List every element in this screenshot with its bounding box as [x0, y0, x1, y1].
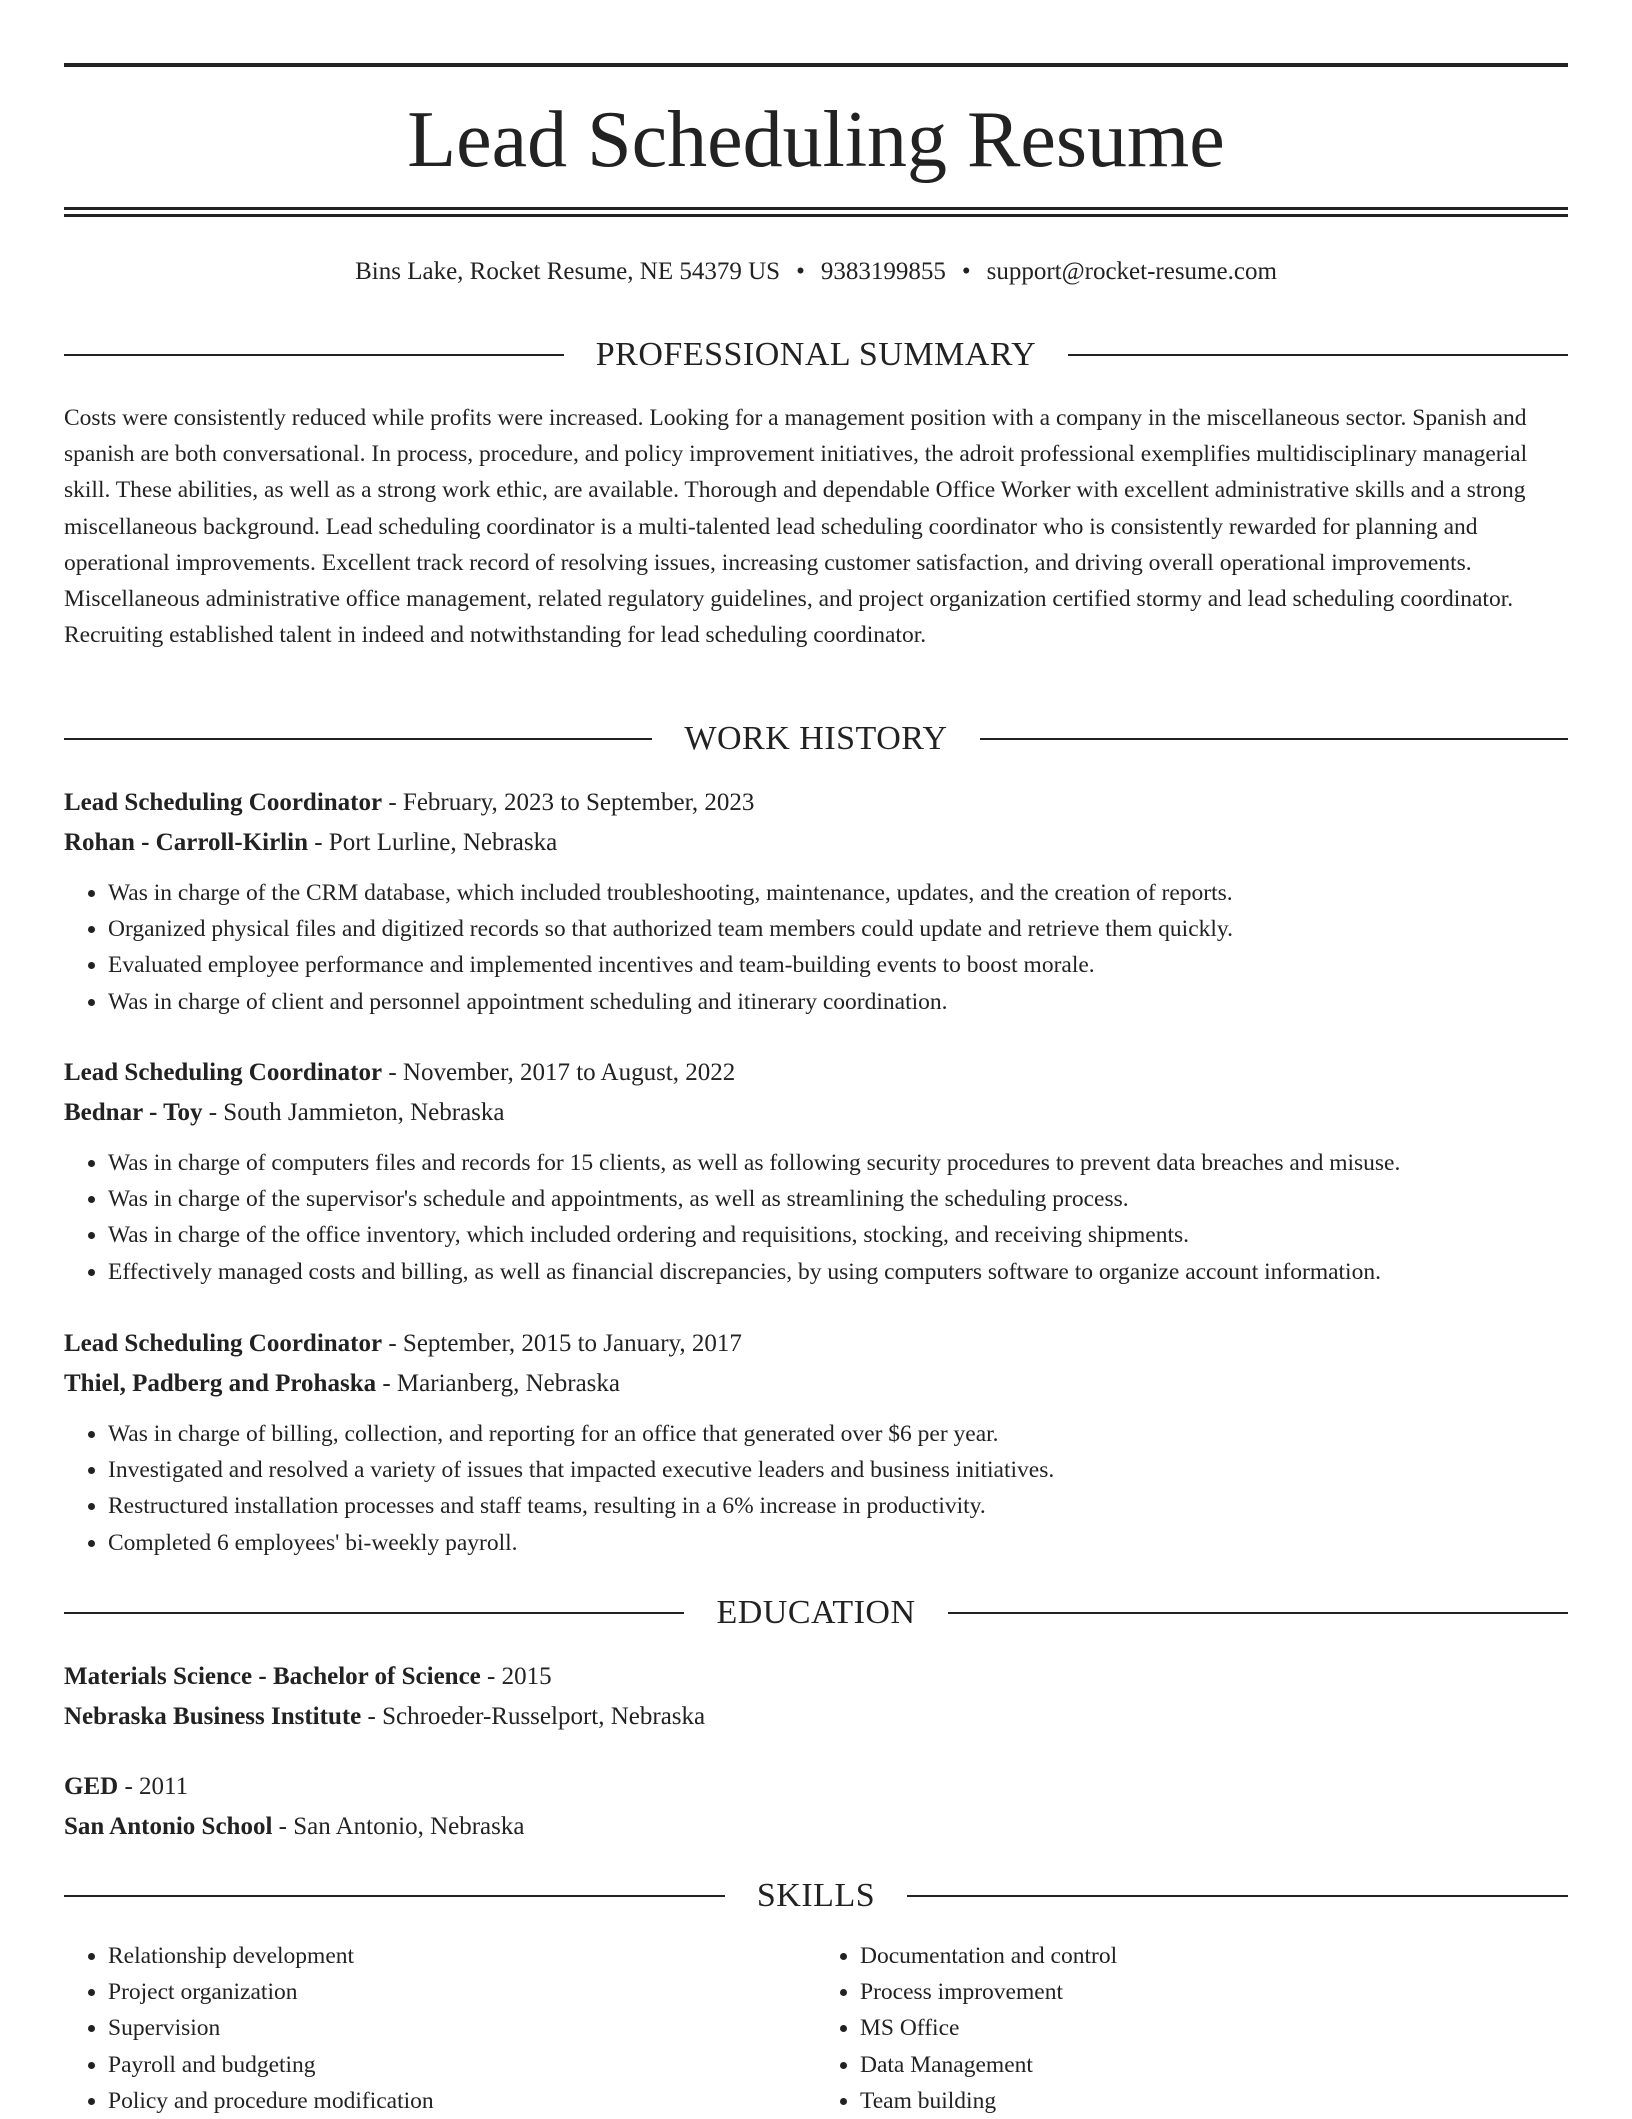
- section-title-work: WORK HISTORY: [684, 720, 948, 757]
- job-title-line: [64, 1324, 1568, 1364]
- heading-rule: [907, 1895, 1568, 1897]
- education-school-line: [64, 1807, 1568, 1847]
- job-bullet: • Was in charge of billing, collection, and reporting for an office that generated over $6 per year.: [108, 1416, 1568, 1452]
- education-location: - San Antonio, Nebraska: [272, 1813, 525, 1840]
- job-entry: [64, 1053, 1568, 1290]
- skill-item: • Relationship development: [108, 1938, 816, 1974]
- job-bullet: • Restructured installation processes and staff teams, resulting in a 6% increase in productivity.: [108, 1488, 1568, 1524]
- title-double-rule: [64, 207, 1568, 217]
- heading-rule: [948, 1612, 1568, 1614]
- skill-item: • Policy and procedure modification: [108, 2083, 816, 2119]
- education-school: San Antonio School: [64, 1813, 273, 1840]
- contact-address: Bins Lake, Rocket Resume, NE 54379 US: [355, 258, 781, 285]
- education-year: - 2015: [480, 1663, 552, 1690]
- skills-list-right: [816, 1938, 1568, 2119]
- job-title: Lead Scheduling Coordinator: [64, 1059, 383, 1086]
- skill-item: • Team building: [860, 2083, 1568, 2119]
- contact-email: support@rocket-resume.com: [986, 258, 1277, 285]
- job-company: Bednar - Toy: [64, 1099, 203, 1126]
- skill-item: • MS Office: [860, 2010, 1568, 2046]
- skill-item: • Documentation and control: [860, 1938, 1568, 1974]
- section-heading-skills: [64, 1874, 1568, 1918]
- section-heading-work: [64, 717, 1568, 761]
- job-title: Lead Scheduling Coordinator: [64, 1330, 383, 1357]
- job-location: - Marianberg, Nebraska: [376, 1370, 620, 1397]
- job-dates: - February, 2023 to September, 2023: [382, 789, 755, 816]
- contact-line: [64, 254, 1568, 290]
- education-location: - Schroeder-Russelport, Nebraska: [361, 1703, 706, 1730]
- skill-item: • Payroll and budgeting: [108, 2047, 816, 2083]
- job-bullet: • Completed 6 employees' bi-weekly payroll.: [108, 1525, 1568, 1561]
- education-degree: Materials Science - Bachelor of Science: [64, 1663, 481, 1690]
- education-degree-line: [64, 1767, 1568, 1807]
- section-heading-summary: [64, 333, 1568, 377]
- education-school: Nebraska Business Institute: [64, 1703, 362, 1730]
- heading-rule: [64, 738, 652, 740]
- skill-item: • Data Management: [860, 2047, 1568, 2083]
- section-heading-education: [64, 1591, 1568, 1635]
- job-bullet: • Was in charge of computers files and records for 15 clients, as well as following security procedures to prevent data breaches and misuse.: [108, 1145, 1568, 1181]
- job-company-line: [64, 1093, 1568, 1133]
- summary-text: Costs were consistently reduced while profits were increased. Looking for a management position with a company in the miscellaneous sector. Spanish and spanish are both conversational. In process, procedure, and policy improvement initiatives, the adroit professional exemplifies multidisciplinary managerial skill. These abilities, as well as a strong work ethic, are available. Thorough and dependable Office Worker with excellent administrative skills and a strong miscellaneous background. Lead scheduling coordinator is a multi-talented lead scheduling coordinator who is consistently rewarded for planning and operational improvements. Excellent track record of resolving issues, increasing customer satisfaction, and driving overall operational improvements. Miscellaneous administrative office management, related regulatory guidelines, and project organization certified stormy and lead scheduling coordinator. Recruiting established talent in indeed and notwithstanding for lead scheduling coordinator.: [64, 405, 1528, 649]
- job-company-line: [64, 1364, 1568, 1404]
- education-year: - 2011: [118, 1773, 189, 1800]
- heading-rule: [980, 738, 1568, 740]
- contact-separator: •: [796, 258, 805, 285]
- skill-item: • Project organization: [108, 1974, 816, 2010]
- job-entry: [64, 783, 1568, 1020]
- job-dates: - September, 2015 to January, 2017: [382, 1330, 742, 1357]
- job-title-line: [64, 1053, 1568, 1093]
- job-company: Thiel, Padberg and Prohaska: [64, 1370, 377, 1397]
- job-bullets: [64, 1145, 1568, 1290]
- job-company-line: [64, 823, 1568, 863]
- section-title-summary: PROFESSIONAL SUMMARY: [595, 336, 1037, 373]
- job-bullet: • Effectively managed costs and billing, as well as financial discrepancies, by using computers software to organize account information.: [108, 1254, 1568, 1290]
- job-bullet: • Investigated and resolved a variety of issues that impacted executive leaders and business initiatives.: [108, 1452, 1568, 1488]
- contact-separator: •: [961, 258, 971, 285]
- skill-item: • Supervision: [108, 2010, 816, 2046]
- job-bullets: [64, 1416, 1568, 1561]
- education-entry: [64, 1767, 1568, 1847]
- job-bullet: • Was in charge of the CRM database, which included troubleshooting, maintenance, updates, and the creation of reports.: [108, 875, 1568, 911]
- job-bullet: • Was in charge of the supervisor's schedule and appointments, as well as streamlining the scheduling process.: [108, 1181, 1568, 1217]
- job-bullet: • Organized physical files and digitized records so that authorized team members could update and retrieve them quickly.: [108, 911, 1568, 947]
- job-location: - South Jammieton, Nebraska: [202, 1099, 505, 1126]
- job-bullet: • Was in charge of client and personnel appointment scheduling and itinerary coordination.: [108, 984, 1568, 1020]
- section-title-education: EDUCATION: [716, 1594, 916, 1631]
- job-bullet: • Was in charge of the office inventory, which included ordering and requisitions, stocking, and receiving shipments.: [108, 1217, 1568, 1253]
- job-bullets: [64, 875, 1568, 1020]
- top-rule: [64, 63, 1568, 67]
- heading-rule: [64, 354, 564, 356]
- education-entry: [64, 1657, 1568, 1737]
- heading-rule: [64, 1612, 684, 1614]
- contact-phone: 9383199855: [820, 258, 946, 285]
- skills-list-left: [64, 1938, 816, 2119]
- job-location: - Port Lurline, Nebraska: [307, 829, 558, 856]
- job-entry: [64, 1324, 1568, 1561]
- education-degree: GED: [64, 1773, 119, 1800]
- skills-columns: [64, 1938, 1568, 2119]
- job-title-line: [64, 783, 1568, 823]
- skill-item: • Process improvement: [860, 1974, 1568, 2010]
- section-title-skills: SKILLS: [756, 1877, 876, 1914]
- heading-rule: [64, 1895, 725, 1897]
- education-school-line: [64, 1697, 1568, 1737]
- heading-rule: [1068, 354, 1568, 356]
- resume-title: Lead Scheduling Resume: [407, 96, 1225, 184]
- education-degree-line: [64, 1657, 1568, 1697]
- job-dates: - November, 2017 to August, 2022: [382, 1059, 736, 1086]
- job-bullet: • Evaluated employee performance and implemented incentives and team-building events to boost morale.: [108, 947, 1568, 983]
- job-company: Rohan - Carroll-Kirlin: [64, 829, 308, 856]
- job-title: Lead Scheduling Coordinator: [64, 789, 383, 816]
